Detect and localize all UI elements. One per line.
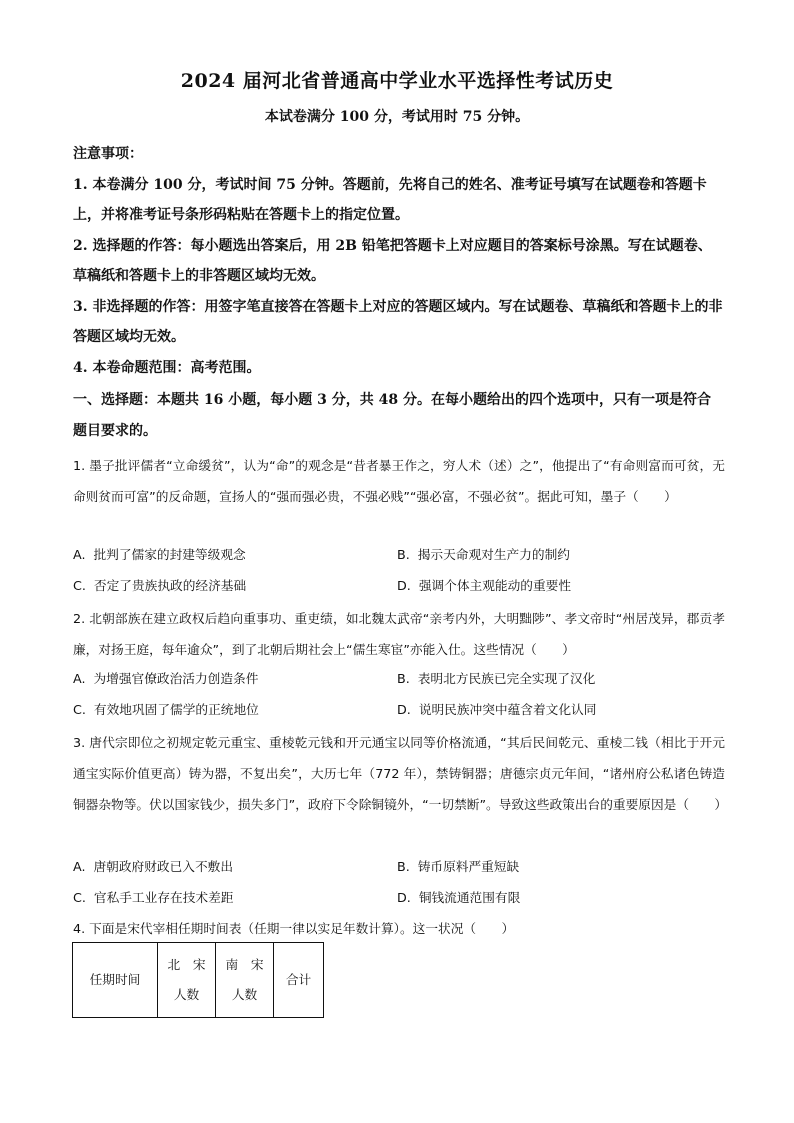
option-key: A. (73, 859, 86, 874)
question-1-option-a[interactable] (73, 545, 246, 565)
option-text: 唐朝政府财政已入不敷出 (93, 859, 234, 874)
option-text: 说明民族冲突中蕴含着文化认同 (418, 702, 597, 717)
option-key: B. (397, 859, 410, 874)
option-text: 批判了儒家的封建等级观念 (93, 547, 246, 562)
tenure-table (72, 942, 324, 1018)
option-key: B. (397, 547, 410, 562)
table-header-cell (274, 943, 324, 1018)
header-total: 合计 (285, 972, 312, 987)
question-3-option-b[interactable] (397, 857, 519, 877)
section-heading: 一、选择题：本题共 16 小题，每小题 3 分，共 48 分。在每小题给出的四个选项中，只有一项是符合题目要求的。 (73, 392, 711, 439)
header-south-song-label: 南 宋 (225, 957, 264, 972)
table-header-cell (216, 943, 274, 1018)
question-4-stem: 4. 下面是宋代宰相任期时间表（任期一律以实足年数计算）。这一状况（ ） (73, 921, 515, 936)
option-text: 强调个体主观能动的重要性 (418, 578, 572, 593)
page-subtitle: 本试卷满分 100 分，考试用时 75 分钟。 (264, 109, 530, 125)
option-key: D. (397, 890, 411, 905)
option-key: C. (73, 890, 86, 905)
option-key: C. (73, 702, 86, 717)
question-3-option-a[interactable] (73, 857, 233, 877)
table-header-cell (73, 943, 158, 1018)
question-1-stem: 1. 墨子批评儒者“立命缓贫”，认为“命”的观念是“昔者暴王作之，穷人术（述）之”，他提出了“有命则富而可贫，无命则贫而可富”的反命题，宣扬人的“强而强必贵，不强必贱”“强必富，不强必贫”。据此可知，墨子（ ） (73, 458, 725, 504)
option-text: 铸币原料严重短缺 (417, 859, 520, 874)
option-key: C. (73, 578, 86, 593)
option-key: D. (397, 578, 411, 593)
notice-block (73, 139, 723, 383)
question-1-option-d[interactable] (397, 576, 571, 596)
question-1-option-b[interactable] (397, 545, 570, 565)
option-key: A. (73, 671, 86, 686)
option-key: B. (397, 671, 410, 686)
option-text: 表明北方民族已完全实现了汉化 (417, 671, 596, 686)
section-heading-block (73, 385, 723, 446)
page-title: 2024 届河北省普通高中学业水平选择性考试历史 (180, 70, 614, 92)
option-key: D. (397, 702, 411, 717)
notice-item-2: 2. 选择题的作答：每小题选出答案后，用 2B 铅笔把答题卡上对应题目的答案标号涂黑。写在试题卷、草稿纸和答题卡上的非答题区域均无效。 (73, 237, 712, 284)
question-3-option-c[interactable] (73, 888, 233, 908)
header-south-song-count: 人数 (231, 987, 258, 1002)
notice-heading: 注意事项： (73, 146, 143, 162)
question-2-stem: 2. 北朝部族在建立政权后趋向重事功、重吏绩，如北魏太武帝“亲考内外，大明黜陟”、孝文帝时“州居茂异，郡贡孝廉，对扬王庭，每年逾众”，到了北朝后期社会上“儒生寒宦”亦能入仕。这些情况（ ） (73, 611, 725, 657)
question-3-option-d[interactable] (397, 888, 520, 908)
option-text: 有效地巩固了儒学的正统地位 (93, 702, 259, 717)
question-2-option-a[interactable] (73, 669, 258, 689)
question-2-option-d[interactable] (397, 700, 596, 720)
option-key: A. (73, 547, 86, 562)
question-2-option-b[interactable] (397, 669, 595, 689)
option-text: 铜钱流通范围有限 (418, 890, 521, 905)
notice-item-1: 1. 本卷满分 100 分，考试时间 75 分钟。答题前，先将自己的姓名、准考证号填写在试题卷和答题卡上，并将准考证号条形码粘贴在答题卡上的指定位置。 (73, 176, 707, 223)
option-text: 官私手工业存在技术差距 (93, 890, 234, 905)
notice-item-4: 4. 本卷命题范围：高考范围。 (73, 359, 261, 376)
table-header-row (73, 943, 324, 1018)
header-north-song-label: 北 宋 (167, 957, 206, 972)
table-header-cell (158, 943, 216, 1018)
option-text: 为增强官僚政治活力创造条件 (93, 671, 259, 686)
header-north-song-count: 人数 (173, 987, 200, 1002)
question-3-stem: 3. 唐代宗即位之初规定乾元重宝、重棱乾元钱和开元通宝以同等价格流通，“其后民间乾元、重棱二钱（相比于开元通宝实际价值更高）铸为器，不复出矣”，大历七年（772 年），禁铸铜器；唐德宗贞元年间，“诸州府公私诸色铸造铜器杂物等。伏以国家钱少，损失多门”，政府下令除铜镜外，“一切禁断”。导致这些政策出台的重要原因是（ ） (73, 735, 728, 812)
header-tenure-time: 任期时间 (89, 972, 141, 987)
notice-item-3: 3. 非选择题的作答：用签字笔直接答在答题卡上对应的答题区域内。写在试题卷、草稿纸和答题卡上的非答题区域均无效。 (73, 298, 723, 345)
option-text: 揭示天命观对生产力的制约 (417, 547, 570, 562)
option-text: 否定了贵族执政的经济基础 (93, 578, 247, 593)
question-1-option-c[interactable] (73, 576, 246, 596)
question-2-option-c[interactable] (73, 700, 259, 720)
